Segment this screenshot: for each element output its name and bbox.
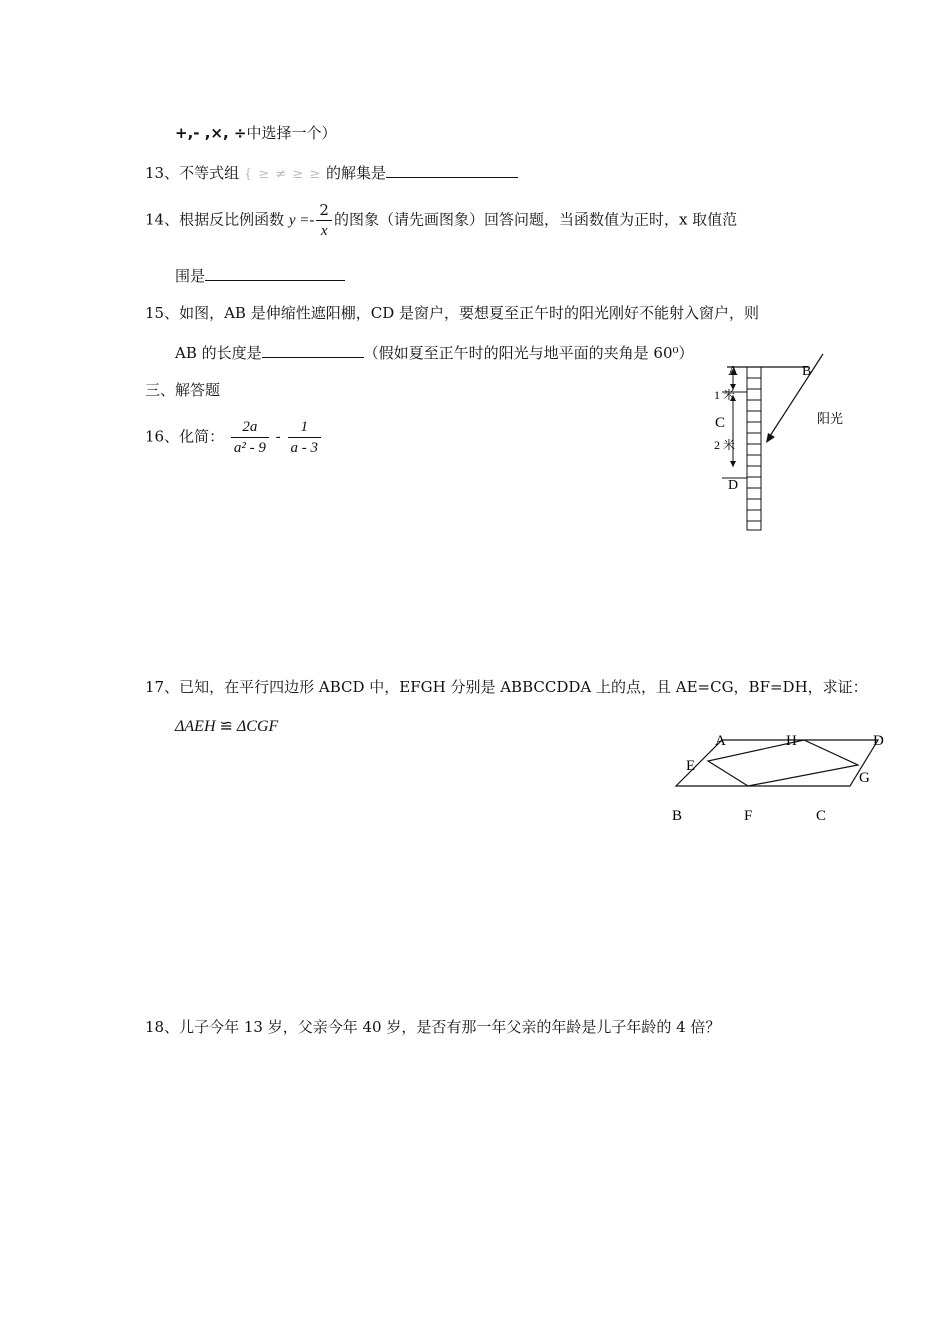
label-b: B <box>802 364 812 379</box>
q14-func-lhs: y =- <box>288 212 315 229</box>
q14-prefix: 14、根据反比例函数 <box>145 210 285 229</box>
wall-outline <box>747 367 761 530</box>
q14-suffix: 的图象（请先画图象）回答问题，当函数值为正时，x 取值范 <box>333 210 738 229</box>
label-g: G <box>859 770 870 786</box>
label-c: C <box>715 415 726 431</box>
q16-fraction-2 <box>288 417 322 458</box>
q17-line1: 17、已知，在平行四边形 ABCD 中，EFGH 分别是 ABBCCDDA 上的点，且 AE=CG，BF=DH，求证： <box>145 678 868 696</box>
q14-line2-text: 围是 <box>175 267 206 285</box>
operator-list: +,- ,×, ÷ <box>175 124 247 142</box>
quadrilateral-efgh <box>708 740 858 786</box>
question-14 <box>145 200 737 241</box>
label-f: F <box>744 808 753 824</box>
sun-ray-arrowhead <box>766 433 775 443</box>
question-14-line2 <box>175 265 345 286</box>
q13-suffix: 的解集是 <box>326 164 387 182</box>
q17-congruent-symbol: ≌ <box>219 718 233 735</box>
q14-frac-num: 2 <box>316 200 332 221</box>
top-line-text: 中选择一个） <box>246 124 337 142</box>
label-b: B <box>672 808 683 824</box>
q14-fraction <box>316 200 332 241</box>
q15-figure <box>690 345 870 545</box>
q14-frac-den: x <box>320 223 328 239</box>
wall-rungs <box>747 378 761 521</box>
question-13 <box>145 162 518 183</box>
label-e: E <box>686 758 696 774</box>
label-2m: 2 米 <box>714 438 736 452</box>
q15-answer-blank[interactable] <box>262 343 364 358</box>
q13-inequality-system: { ≥ ≠ ≥ ≥ <box>243 167 322 182</box>
q15-line1: 15、如图，AB 是伸缩性遮阳棚，CD 是窗户，要想夏至正午时的阳光刚好不能射入窗户，则 <box>145 304 759 322</box>
section-3-title-text: 三、解答题 <box>145 381 221 399</box>
label-d: D <box>728 478 739 493</box>
question-15-line2 <box>175 342 694 363</box>
q17-triangle-cgf: ΔCGF <box>236 718 279 735</box>
q14-answer-blank[interactable] <box>205 266 345 281</box>
question-17-line2 <box>175 716 278 736</box>
question-16 <box>145 417 323 458</box>
label-a: A <box>715 733 726 749</box>
q16-f2-den: a - 3 <box>290 440 319 456</box>
q16-prefix: 16、化简： <box>145 427 225 446</box>
q15-line2-prefix: AB 的长度是 <box>175 344 262 362</box>
label-h: H <box>786 733 797 749</box>
question-15 <box>145 302 759 323</box>
label-1m: 1 米 <box>714 388 736 402</box>
label-d: D <box>873 733 884 749</box>
label-a: A <box>728 364 739 379</box>
question-18 <box>145 1016 720 1037</box>
q13-answer-blank[interactable] <box>386 163 518 178</box>
q18-text: 18、儿子今年 13 岁，父亲今年 40 岁，是否有那一年父亲的年龄是儿子年龄的 4 倍？ <box>145 1018 721 1036</box>
q17-parallelogram-figure <box>660 728 900 828</box>
question-17 <box>145 676 868 697</box>
parallelogram-abcd <box>676 740 878 786</box>
label-sunlight: 阳光 <box>817 411 844 426</box>
section-3-title <box>145 379 220 400</box>
q16-minus: - <box>275 427 281 446</box>
top-line <box>175 122 337 143</box>
q15-line2-suffix: （假如夏至正午时的阳光与地平面的夹角是 60⁰） <box>363 344 694 362</box>
label-c: C <box>816 808 827 824</box>
q13-prefix: 13、不等式组 <box>145 164 240 182</box>
q16-fraction-1 <box>231 417 269 458</box>
q17-triangle-aeh: ΔAEH <box>175 718 216 735</box>
q16-f2-num: 1 <box>288 417 322 438</box>
q16-f1-num: 2a <box>231 417 269 438</box>
q16-f1-den: a² - 9 <box>233 440 266 456</box>
